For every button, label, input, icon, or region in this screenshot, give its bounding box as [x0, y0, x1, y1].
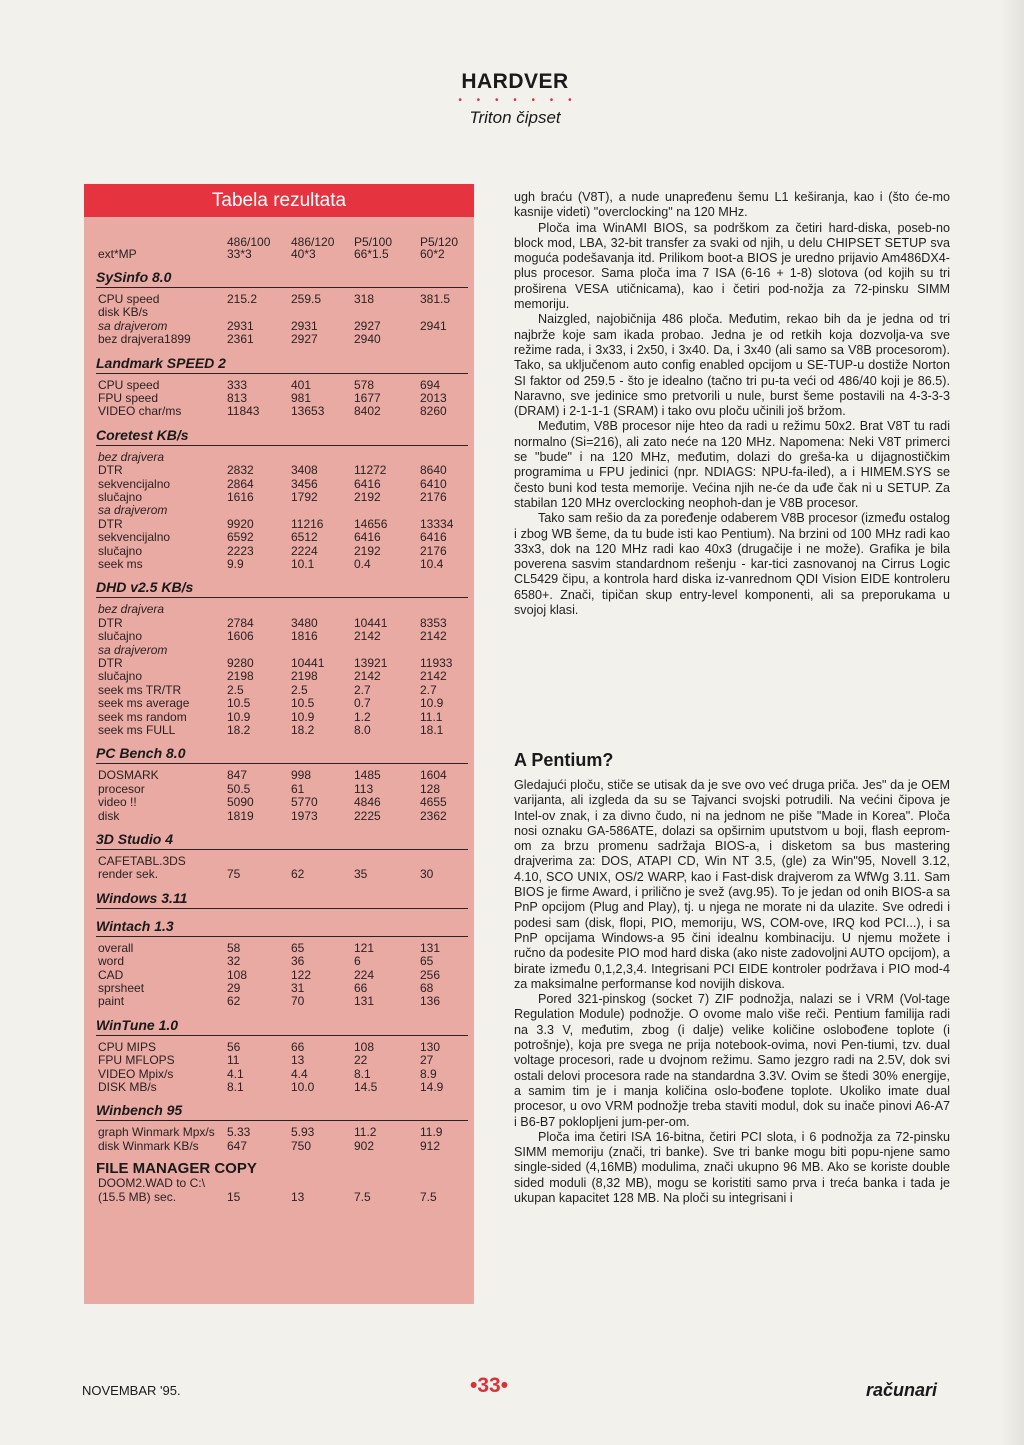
- row-label: DTR: [98, 656, 123, 670]
- cell-value: 29: [227, 981, 241, 995]
- cell-value: 10.4: [420, 557, 444, 571]
- cell-value: 70: [291, 994, 305, 1009]
- cell-value: 11843: [227, 404, 260, 419]
- cell-value: 68: [420, 981, 434, 995]
- cell-value: 2192: [354, 490, 381, 504]
- cell-value: 1606: [227, 629, 254, 644]
- cell-value: 1816: [291, 629, 318, 644]
- cell-value: 333: [227, 377, 248, 392]
- table-section-heading: Windows 3.11: [96, 890, 468, 909]
- cell-value: 15: [227, 1189, 241, 1204]
- cell-value: 131: [420, 940, 441, 955]
- row-label: (15.5 MB) sec.: [98, 1189, 177, 1204]
- row-label: graph Winmark Mpx/s: [98, 1125, 215, 1140]
- row-label: video !!: [98, 795, 137, 810]
- column-subheader: 66*1.5: [354, 247, 389, 261]
- cell-value: 381.5: [420, 292, 451, 306]
- cell-value: 14656: [354, 516, 388, 531]
- cell-value: 13921: [354, 656, 388, 670]
- cell-value: 122: [291, 967, 312, 982]
- cell-value: 18.2: [291, 723, 315, 737]
- paragraph-1: ugh braću (V8T), a nude unapređenu šemu L1 keširanja, kao i (što će-mo kasnije videti) "overclocking" na 120 MHz.: [514, 190, 950, 220]
- cell-value: 61: [291, 781, 305, 796]
- cell-value: 11933: [420, 656, 453, 670]
- cell-value: 912: [420, 1138, 441, 1153]
- cell-value: 1616: [227, 490, 254, 504]
- cell-value: 2864: [227, 476, 254, 491]
- paragraph-4: Međutim, V8B procesor nije hteo da radi u režimu 50x2. Brat V8T tu radi normalno (Si=216), ali zato neće na 120 MHz. Napomena: Neki V8T primerci se "bude" i na 120 MHz, međutim, dolazi do greša-ka u dijagnostičkim programima u FPU jedinici (npr. NDIAGS: NPU-fa-iled), a i HIMEM.SYS se često buni kod testa memorije. Većina njih ne-će da uđe čak ni u SETUP. Za stabilan 120 MHz overclocking neophoh-dan je V8B procesor.: [514, 419, 950, 510]
- row-label: VIDEO char/ms: [98, 404, 182, 419]
- paragraph-6: Gledajući ploču, stiče se utisak da je sve ovo već druga priča. Jes" da je OEM varijanta, ali izgleda da su se Tajvanci svojski potrudili. Na većini čipova je Intel-ov znak, i za divno čudo, ni na jednom ne piše "Made in Korea". Ploča nosi oznaku GA-586ATE, dolazi sa opširnim uputstvom u boji, flash eeprom-om za brzu promenu sadržaja BIOS-a, i disketom sa bus mastering drajverima za: DOS, ATAPI CD, Win NT 3.5, (gle) za Win"95, Novell 3.12, 4.10, SCO UNIX, OS/2 WARP, kao i Fast-disk drajverom za WfWg 3.11. Sam BIOS je firme Award, i prilično je svež (avg.95). To je jedan od onih BIOS-a sa PnP opcijom (Plug and Play), tj. u njega ne morate ni da ulazite. Sve odredi i podesi sam (disk, flopi, PIO, memoriju, WS, COM-ove, IRQ kod PCI...), i sa PnP opcijama Windows-a 95 čini idealnu kombinaciju. U njemu možete i ručno da podesite PIO mod hard diska (ako niste zadovoljni AUTO opcijom), a birate između 0,1,2,3,4. Integrisani PCI EIDE kontroler podržava i PIO mod-4 za maksimalne performanse kod novijih diskova.: [514, 778, 950, 991]
- cell-value: 4.4: [291, 1066, 308, 1081]
- cell-value: 10.9: [291, 709, 315, 724]
- cell-value: 130: [420, 1039, 441, 1054]
- table-section-heading: Winbench 95: [96, 1102, 468, 1121]
- cell-value: 36: [291, 954, 305, 969]
- column-subheader: 40*3: [291, 247, 316, 261]
- cell-value: 108: [227, 967, 248, 982]
- cell-value: 259.5: [291, 292, 322, 306]
- cell-value: 65: [420, 954, 434, 969]
- row-label: disk Winmark KB/s: [98, 1138, 199, 1153]
- cell-value: 7.5: [354, 1189, 371, 1204]
- row-label: slučajno: [98, 669, 143, 684]
- row-label: CAD: [98, 967, 124, 982]
- row-label: CAFETABL.3DS: [98, 854, 186, 868]
- cell-value: 58: [227, 940, 241, 955]
- row-label: slučajno: [98, 543, 143, 558]
- row-label: sprsheet: [98, 981, 145, 995]
- cell-value: 8402: [354, 404, 381, 419]
- cell-value: 998: [291, 768, 312, 783]
- table-section-heading: Landmark SPEED 2: [96, 355, 468, 374]
- cell-value: 32: [227, 954, 241, 969]
- paragraph-3: Naizgled, najobičnija 486 ploča. Međutim, rekao bih da je jedna od tri najbrže koje sam ikada probao. Jedna je od retkih koja dozvolja-va sve režime rada, i 3x33, i 2x50, i 3x40. Da, i 3x40 (ali samo sa V8B procesorom). Tako, sa uključenom auto config enabled opcijom u SE-TUP-u dostiže Norton SI faktor od 259.5 - što je idealno (tačno tri pu-ta veći od 486/40 koji je 86.5). Naravno, sve jedinice smo pretvorili u nule, burst šeme postavili na 4-3-3-3 (DRAM) i 2-1-1-1 (SRAM) i tako ovu ploču učinili još bržom.: [514, 312, 950, 419]
- cell-value: 578: [354, 377, 375, 392]
- cell-value: 902: [354, 1138, 375, 1153]
- cell-value: 2.5: [227, 682, 244, 697]
- cell-value: 13: [291, 1053, 305, 1068]
- cell-value: 14.5: [354, 1080, 378, 1094]
- cell-value: 10.5: [291, 696, 315, 711]
- table-section-heading: Wintach 1.3: [96, 918, 468, 937]
- row-label: disk: [98, 808, 120, 823]
- paragraph-7: Pored 321-pinskog (socket 7) ZIF podnožja, nalazi se i VRM (Vol-tage Regulation Module) podnožje. O ovome malo više reči. Pentium familija radi na 3.3 V, međutim, zbog (i dalje) velike količine oslobođene toplote (i potrošnje), koja pre svega ne prija notebook-ovima, novi Pen-tiumi, tzv. dual voltage procesori, rade u dvojnom režimu. Samo jezgro radi na 2.5V, dok svi ostali delovi procesora rade na standardna 3.3V. Ovim se štedi 30% energije, a samim tim je i manja količina oslo-bođene toplote. Ukoliko imate dual procesor, u ovo VRM podnožje treba staviti modul, dok su inače pinovi A6-A7 i B6-B7 poklopljeni jum-per-om.: [514, 992, 950, 1129]
- cell-value: 62: [291, 867, 305, 882]
- cell-value: 2941: [420, 318, 447, 333]
- paragraph-2: Ploča ima WinAMI BIOS, sa podrškom za četiri hard-diska, poseb-no block mod, LBA, 32-bit transfer za svaki od njih, u delu CHIPSET SETUP sva moguća podešavanja itd. Prilikom boot-a BIOS je uredno prijavio Am486DX4-plus procesor. Sama ploča ima 7 ISA (6-16 + 1-8) slotova (od kojih su tri proširena VESA utičnicama), kao i četiri pod-nožja za 72-pinsku SIMM memoriju.: [514, 220, 950, 312]
- table-section-heading: DHD v2.5 KB/s: [96, 579, 468, 598]
- row-label: procesor: [98, 781, 145, 796]
- cell-value: 11: [227, 1053, 240, 1068]
- cell-value: 35: [354, 867, 368, 882]
- cell-value: 2927: [354, 318, 381, 333]
- table-section-heading: FILE MANAGER COPY: [96, 1160, 257, 1178]
- row-label: DOSMARK: [98, 768, 159, 783]
- cell-value: 13334: [420, 516, 454, 531]
- cell-value: 11.1: [420, 709, 443, 724]
- table-section-heading: WinTune 1.0: [96, 1017, 468, 1036]
- cell-value: 2142: [354, 669, 381, 684]
- cell-value: 2198: [227, 669, 254, 684]
- cell-value: 1677: [354, 391, 381, 405]
- magazine-logo: računari: [866, 1380, 938, 1400]
- cell-value: 13: [291, 1189, 305, 1204]
- cell-value: 2931: [291, 318, 318, 333]
- column-header: P5/120: [420, 235, 459, 249]
- cell-value: 2832: [227, 463, 254, 478]
- row-label: disk KB/s: [98, 305, 149, 320]
- row-label: DTR: [98, 516, 123, 531]
- cell-value: 11272: [354, 463, 387, 478]
- cell-value: 224: [354, 967, 375, 982]
- cell-value: 10.5: [227, 696, 251, 711]
- cell-value: 2.7: [354, 682, 371, 697]
- row-label: DTR: [98, 463, 123, 478]
- cell-value: 2927: [291, 332, 318, 347]
- cell-value: 8.1: [227, 1080, 244, 1094]
- cell-value: 6416: [420, 530, 447, 545]
- cell-value: 2940: [354, 332, 381, 347]
- cell-value: 981: [291, 391, 312, 405]
- cell-value: 10.9: [227, 709, 251, 724]
- row-label: seek ms: [98, 557, 143, 571]
- cell-value: 2362: [420, 808, 447, 823]
- row-label: CPU MIPS: [98, 1039, 157, 1054]
- row-label: bez drajvera: [98, 449, 165, 464]
- cell-value: 8.1: [354, 1066, 371, 1081]
- cell-value: 10.1: [291, 557, 315, 571]
- cell-value: 2361: [227, 332, 254, 347]
- results-table: [84, 184, 474, 1304]
- cell-value: 10.9: [420, 696, 444, 711]
- section-title: HARDVER: [461, 70, 569, 93]
- column-subheader: 33*3: [227, 247, 252, 261]
- cell-value: 8640: [420, 463, 447, 478]
- row-label: VIDEO Mpix/s: [98, 1066, 174, 1081]
- cell-value: 1485: [354, 768, 381, 783]
- row-label: DOOM2.WAD to C:\: [98, 1176, 205, 1191]
- cell-value: 66: [354, 981, 368, 995]
- cell-value: 66: [291, 1039, 305, 1054]
- header-dots: • • • • • • •: [458, 95, 578, 106]
- cell-value: 5.93: [291, 1125, 315, 1140]
- cell-value: 4846: [354, 795, 381, 810]
- cell-value: 11.9: [420, 1125, 443, 1140]
- cell-value: 8353: [420, 615, 447, 630]
- cell-value: 2176: [420, 490, 447, 504]
- cell-value: 56: [227, 1039, 241, 1054]
- page-edge-shadow: [1000, 0, 1024, 1445]
- cell-value: 8260: [420, 404, 447, 419]
- cell-value: 2225: [354, 808, 381, 823]
- cell-value: 3480: [291, 615, 318, 630]
- paragraph-5: Tako sam rešio da za poređenje odaberem V8B procesor (između ostalog i zbog WB šeme, da tu bude isti kao Pentium). Na brzini od 100 MHz radi kao 33x3, dok na 120 MHz radi kao 40x3 (drugačije i ne može). Grafika je bila poverena sasvim standardnom rešenju - kar-tici zasnovanoj na Cirrus Logic CL5429 čipu, a kontrola hard diska iz-vanrednom QDI Vision EIDE kontroleru 6580+. Znači, tipičan skup entry-level komponenti, ali sa preporukama u svojoj klasi.: [514, 511, 950, 618]
- cell-value: 647: [227, 1138, 248, 1153]
- cell-value: 2931: [227, 318, 254, 333]
- table-section-heading: 3D Studio 4: [96, 831, 468, 850]
- cell-value: 3456: [291, 476, 318, 491]
- cell-value: 128: [420, 781, 441, 796]
- cell-value: 1.2: [354, 709, 371, 724]
- cell-value: 18.1: [420, 723, 444, 737]
- cell-value: 5.33: [227, 1125, 251, 1140]
- row-label: bez drajvera1899: [98, 332, 191, 347]
- cell-value: 10.0: [291, 1080, 315, 1094]
- row-label: sa drajverom: [98, 642, 168, 657]
- row-label: overall: [98, 940, 134, 955]
- cell-value: 8.0: [354, 723, 371, 737]
- cell-value: 2.5: [291, 682, 308, 697]
- row-label: sekvencijalno: [98, 476, 171, 491]
- cell-value: 8.9: [420, 1066, 437, 1081]
- cell-value: 65: [291, 940, 305, 955]
- cell-value: 136: [420, 994, 441, 1009]
- cell-value: 11216: [291, 516, 324, 531]
- cell-value: 2198: [291, 669, 318, 684]
- section-subtitle: Triton čipset: [469, 108, 561, 127]
- subheading: A Pentium?: [514, 750, 614, 770]
- cell-value: 256: [420, 967, 441, 982]
- row-label: seek ms TR/TR: [98, 682, 182, 697]
- cell-value: 108: [354, 1039, 375, 1054]
- row-label: bez drajvera: [98, 602, 165, 617]
- cell-value: 9920: [227, 516, 254, 531]
- column-subheader: 60*2: [420, 247, 445, 261]
- cell-value: 31: [291, 981, 305, 995]
- cell-value: 401: [291, 377, 312, 392]
- paragraph-8: Ploča ima četiri ISA 16-bitna, četiri PCI slota, i 6 podnožja za 72-pinsku SIMM memoriju (znači, tri banke). Sve tri banke mogu biti popu-njene samo single-sided (4,16MB) modulima, znači ukupno 96 MB. Ako se koriste double sided moduli (8,32 MB), mogu se koristiti samo prva i treća banka i tada je ukupan kapacitet 128 MB. Na ploči su integrisani i: [514, 1129, 950, 1206]
- cell-value: 2.7: [420, 682, 437, 697]
- cell-value: 121: [354, 940, 375, 955]
- cell-value: 6: [354, 954, 361, 969]
- row-label: CPU speed: [98, 292, 160, 306]
- cell-value: 2176: [420, 543, 447, 558]
- row-label: FPU MFLOPS: [98, 1053, 175, 1068]
- cell-value: 18.2: [227, 723, 251, 737]
- row-label: seek ms random: [98, 709, 187, 724]
- cell-value: 1792: [291, 490, 318, 504]
- row-label: sa drajverom: [98, 503, 168, 518]
- column-header: 486/120: [291, 235, 335, 249]
- cell-value: 2192: [354, 543, 381, 558]
- body-text-top: [514, 190, 950, 618]
- cell-value: 50.5: [227, 781, 251, 796]
- cell-value: 750: [291, 1138, 312, 1153]
- row-label: sekvencijalno: [98, 530, 171, 545]
- row-label: FPU speed: [98, 391, 159, 405]
- cell-value: 113: [354, 781, 374, 796]
- cell-value: 2142: [354, 629, 381, 644]
- cell-value: 2223: [227, 543, 254, 558]
- cell-value: 10441: [354, 615, 388, 630]
- row-label: slučajno: [98, 490, 143, 504]
- cell-value: 2784: [227, 615, 254, 630]
- row-label: seek ms average: [98, 696, 190, 711]
- cell-value: 13653: [291, 404, 325, 419]
- cell-value: 3408: [291, 463, 318, 478]
- column-header: P5/100: [354, 235, 393, 249]
- footer-date: NOVEMBAR '95.: [82, 1383, 181, 1398]
- body-text-bottom: [514, 778, 950, 1206]
- cell-value: 14.9: [420, 1080, 444, 1094]
- table-section-heading: SySinfo 8.0: [96, 269, 468, 288]
- row-label: CPU speed: [98, 377, 160, 392]
- cell-value: 215.2: [227, 292, 258, 306]
- cell-value: 318: [354, 292, 375, 306]
- cell-value: 131: [354, 994, 375, 1009]
- cell-value: 5090: [227, 795, 254, 810]
- cell-value: 6416: [354, 530, 381, 545]
- table-title: Tabela rezultata: [84, 184, 474, 217]
- row-label: sa drajverom: [98, 318, 168, 333]
- cell-value: 7.5: [420, 1189, 437, 1204]
- cell-value: 6410: [420, 476, 447, 491]
- cell-value: 30: [420, 867, 434, 882]
- row-label: render sek.: [98, 867, 159, 882]
- cell-value: 9.9: [227, 557, 244, 571]
- table-section-heading: Coretest KB/s: [96, 427, 468, 446]
- cell-value: 75: [227, 867, 241, 882]
- cell-value: 2142: [420, 669, 447, 684]
- cell-value: 0.7: [354, 696, 371, 711]
- cell-value: 0.4: [354, 557, 371, 571]
- cell-value: 4.1: [227, 1066, 244, 1081]
- cell-value: 5770: [291, 795, 318, 810]
- cell-value: 1819: [227, 808, 254, 823]
- page-header: [440, 70, 590, 128]
- row-label: slučajno: [98, 629, 143, 644]
- row-label: paint: [98, 994, 125, 1009]
- cell-value: 6416: [354, 476, 381, 491]
- cell-value: 22: [354, 1053, 368, 1068]
- cell-value: 27: [420, 1053, 434, 1068]
- column-header: 486/100: [227, 235, 271, 249]
- cell-value: 2224: [291, 543, 318, 558]
- cell-value: 2013: [420, 391, 447, 405]
- row-label: DISK MB/s: [98, 1080, 157, 1094]
- table-section-heading: PC Bench 8.0: [96, 745, 468, 764]
- cell-value: 9280: [227, 656, 254, 670]
- cell-value: 847: [227, 768, 248, 783]
- row-label: DTR: [98, 615, 123, 630]
- cell-value: 1604: [420, 768, 447, 783]
- cell-value: 2142: [420, 629, 447, 644]
- cell-value: 10441: [291, 656, 325, 670]
- cell-value: 6512: [291, 530, 318, 545]
- cell-value: 813: [227, 391, 248, 405]
- cell-value: 694: [420, 377, 441, 392]
- cell-value: 1973: [291, 808, 318, 823]
- cell-value: 6592: [227, 530, 254, 545]
- cell-value: 4655: [420, 795, 447, 810]
- page-number: •33•: [470, 1374, 509, 1397]
- row-label: word: [98, 954, 125, 969]
- column-subheader: ext*MP: [98, 247, 137, 261]
- row-label: seek ms FULL: [98, 723, 176, 737]
- cell-value: 11.2: [354, 1125, 377, 1140]
- cell-value: 62: [227, 994, 241, 1009]
